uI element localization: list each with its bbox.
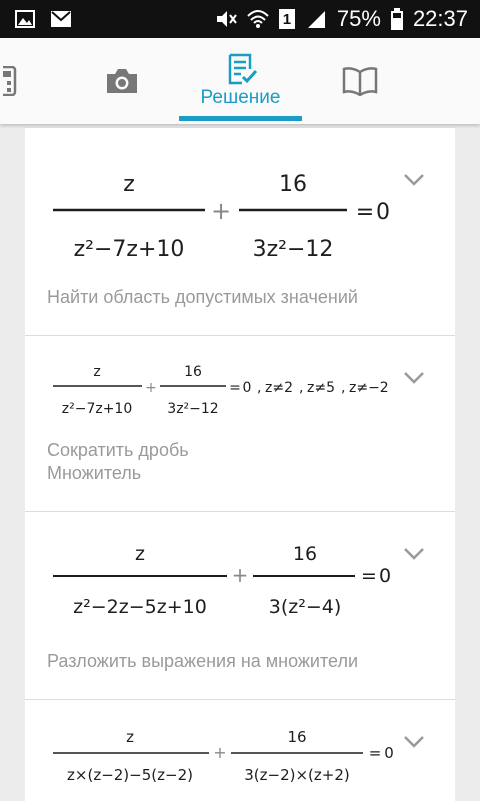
step-3-expression <box>25 512 455 642</box>
rhs-value: 0 <box>376 200 390 225</box>
plus-sign: + <box>210 197 232 225</box>
clock: 22:37 <box>412 6 468 31</box>
denominator: z×(z−2)−5(z−2) <box>67 766 193 784</box>
plus-sign: + <box>231 563 249 587</box>
step-hint: Разложить выражения на множители <box>47 651 359 671</box>
domain-condition: z≠2 <box>265 380 293 396</box>
numerator: z <box>126 728 134 746</box>
tab-calculator[interactable] <box>0 38 20 124</box>
battery-icon <box>391 8 403 30</box>
equals-sign: = <box>361 565 377 587</box>
equals-sign: = <box>229 380 241 396</box>
numerator: 16 <box>184 364 202 380</box>
tab-bar <box>0 38 480 124</box>
step-1-expression <box>25 128 455 278</box>
chevron-down-icon[interactable] <box>403 173 425 187</box>
numerator: 16 <box>287 728 307 746</box>
solution-icon <box>224 53 258 85</box>
denominator: 3z²−12 <box>252 237 334 262</box>
step-hint: Сократить дробь Множитель <box>47 440 189 483</box>
domain-condition: z≠−2 <box>349 380 389 396</box>
gallery-notification-icon <box>14 8 36 30</box>
plus-sign: + <box>145 380 157 396</box>
sim-icon: 1 <box>279 9 295 29</box>
numerator: 16 <box>279 172 307 197</box>
solution-step-4[interactable] <box>25 699 455 801</box>
rhs-value: 0 <box>242 380 252 396</box>
tab-camera[interactable] <box>92 38 152 124</box>
denominator: z²−7z+10 <box>73 237 185 262</box>
rhs-value: 0 <box>384 744 394 762</box>
separator: , <box>257 380 262 396</box>
solution-step-1[interactable] <box>25 127 455 335</box>
denominator: 3(z²−4) <box>268 596 342 618</box>
denominator: 3(z−2)×(z+2) <box>244 766 350 784</box>
camera-icon <box>105 66 139 96</box>
rhs-value: 0 <box>378 565 392 587</box>
solution-step-3[interactable] <box>25 511 455 699</box>
signal-icon <box>305 8 327 30</box>
tab-book[interactable] <box>330 38 390 124</box>
separator: , <box>341 380 346 396</box>
equals-sign: = <box>355 200 375 225</box>
denominator: z²−2z−5z+10 <box>73 596 207 618</box>
book-icon <box>342 66 378 96</box>
numerator: 16 <box>292 543 318 565</box>
tab-solution-label: Решение <box>200 87 281 108</box>
numerator: z <box>93 364 101 380</box>
separator: , <box>299 380 304 396</box>
numerator: z <box>123 172 135 197</box>
active-tab-indicator <box>179 116 302 121</box>
mute-icon <box>215 8 237 30</box>
tab-solution[interactable] <box>179 38 302 124</box>
domain-condition: z≠5 <box>307 380 335 396</box>
denominator: z²−7z+10 <box>61 401 133 417</box>
wifi-icon <box>247 8 269 30</box>
step-2-expression <box>25 336 455 426</box>
equals-sign: = <box>368 744 382 762</box>
mail-notification-icon <box>50 8 72 30</box>
calculator-icon <box>3 66 17 96</box>
chevron-down-icon[interactable] <box>403 735 425 749</box>
chevron-down-icon[interactable] <box>403 547 425 561</box>
step-4-expression <box>25 700 455 801</box>
denominator: 3z²−12 <box>167 401 219 417</box>
chevron-down-icon[interactable] <box>403 371 425 385</box>
plus-sign: + <box>213 743 227 762</box>
solution-step-2[interactable] <box>25 335 455 511</box>
step-hint: Найти область допустимых значений <box>47 287 358 307</box>
numerator: z <box>135 543 145 565</box>
battery-percent: 75% <box>336 6 381 31</box>
status-bar <box>0 0 480 38</box>
